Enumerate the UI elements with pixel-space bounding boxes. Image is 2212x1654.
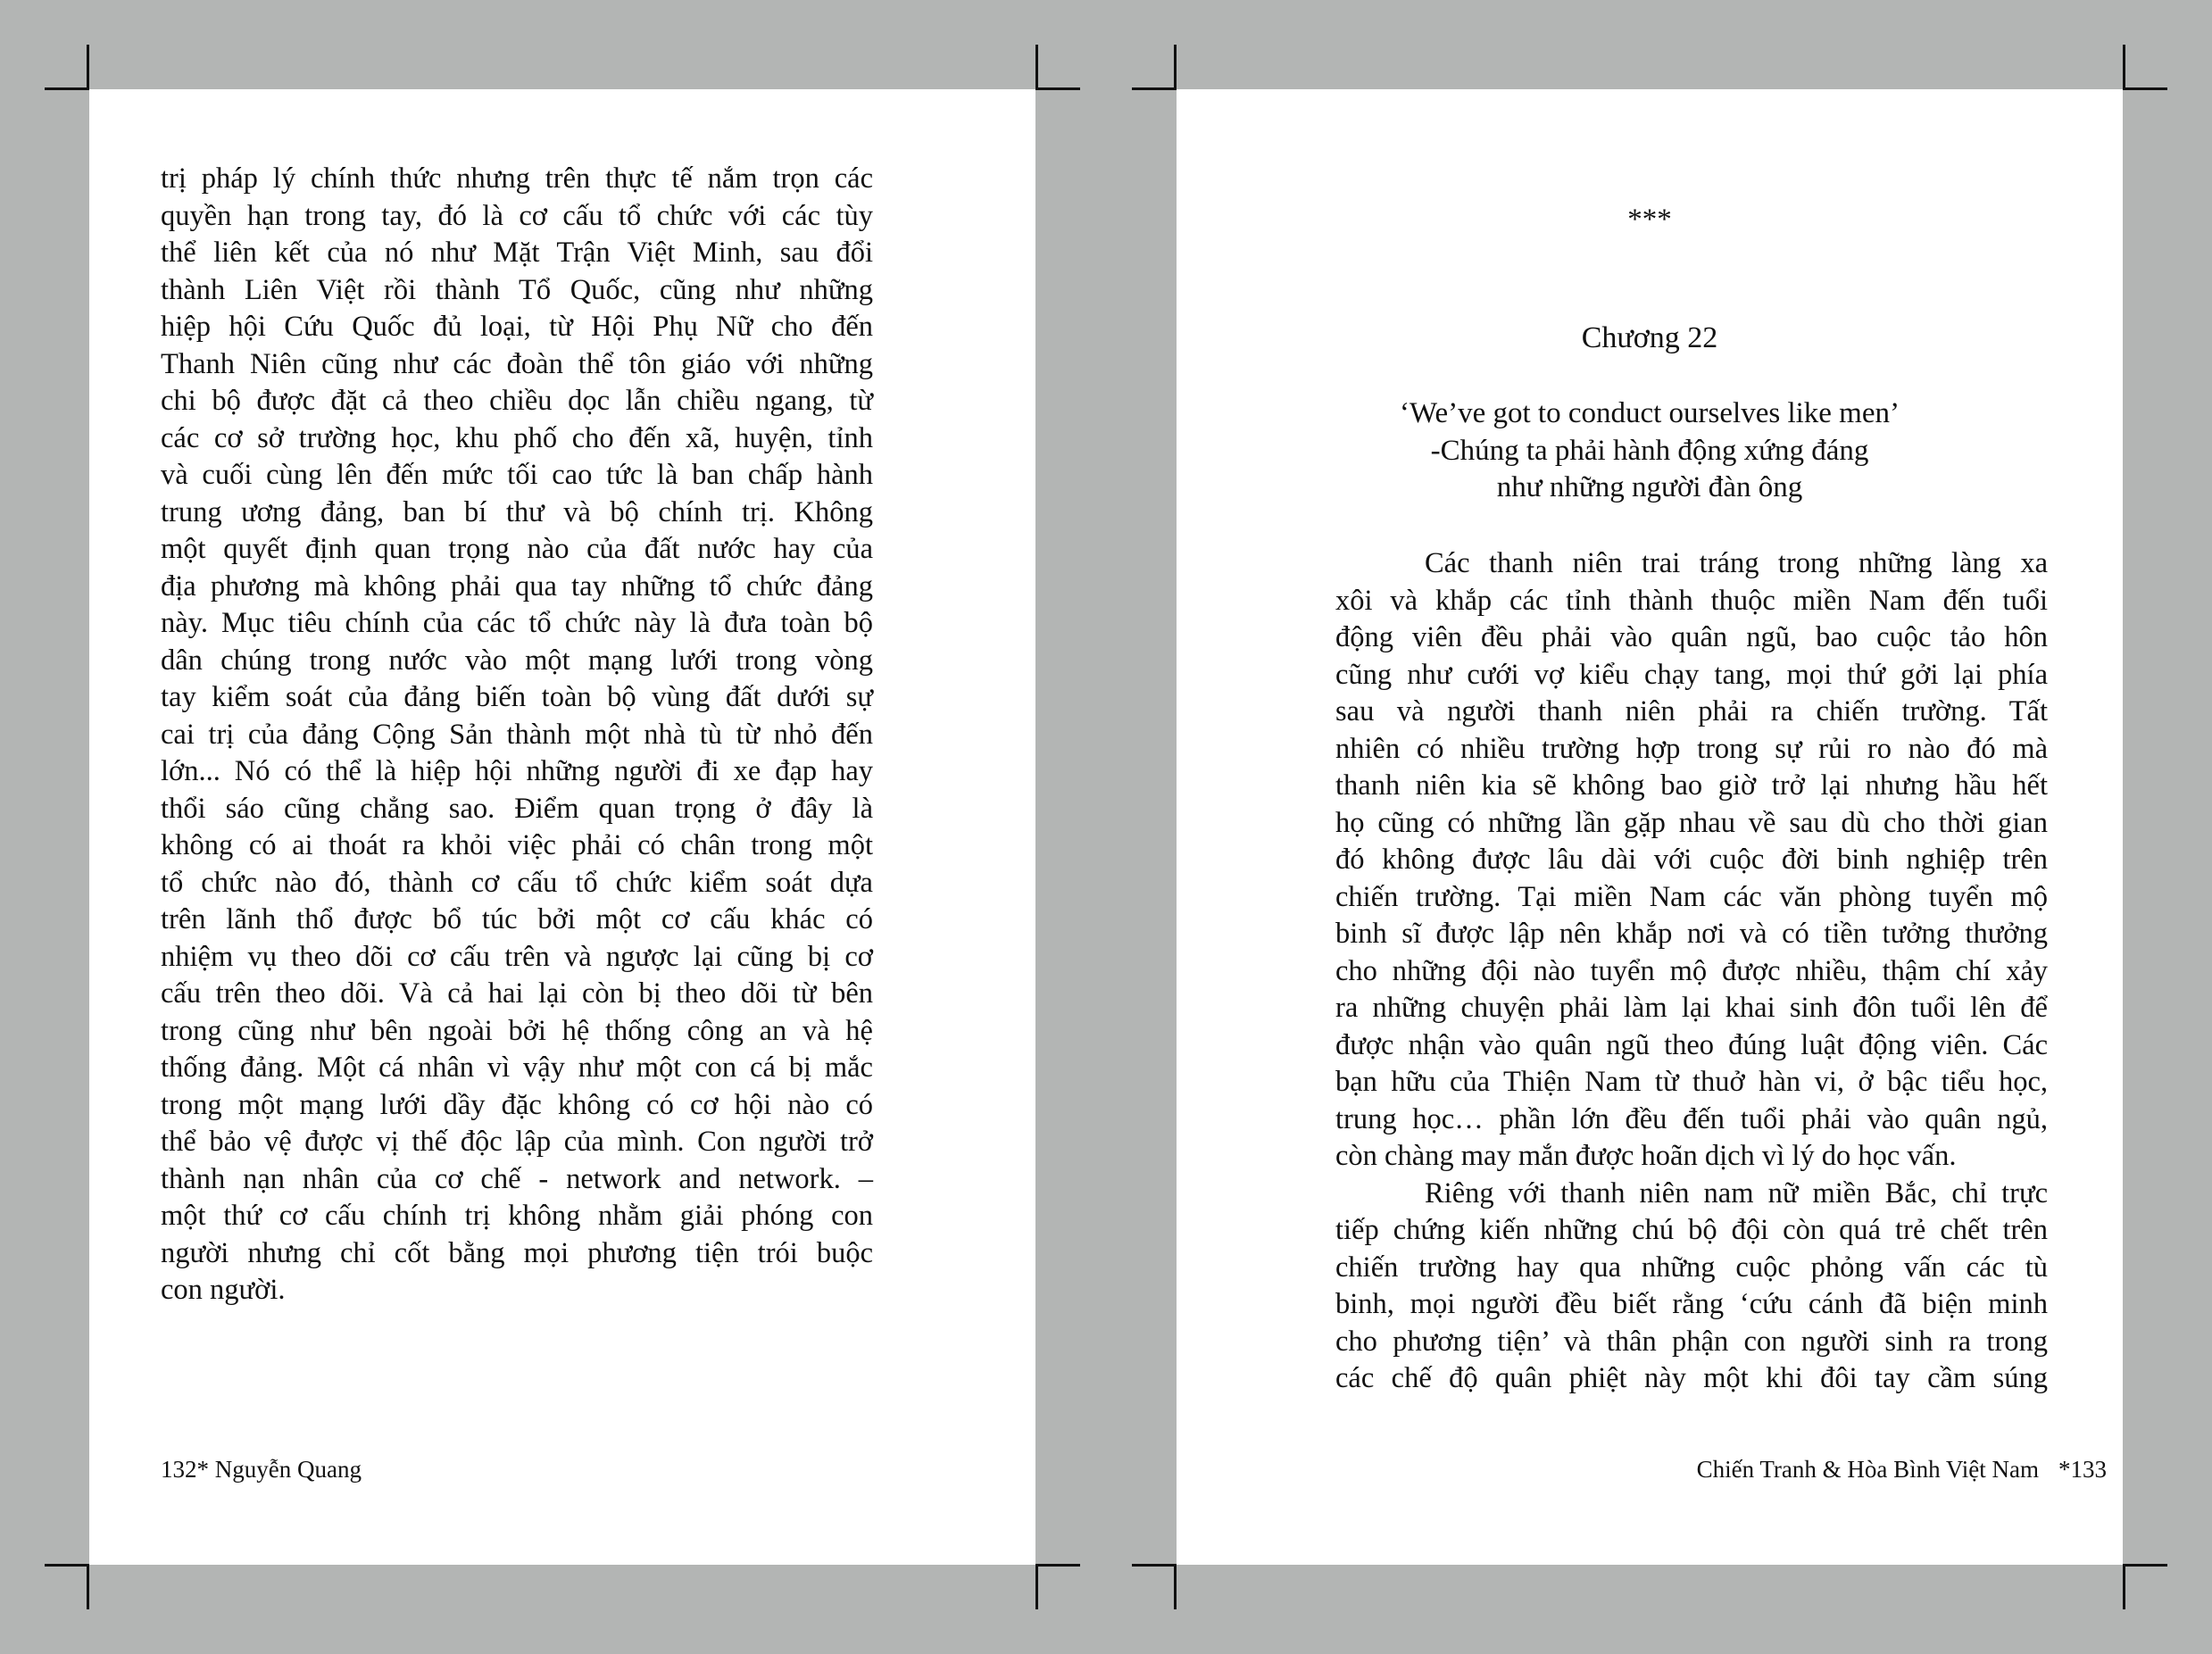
text-line: cho những đội nào tuyển mộ được nhiều, thậm chí xảy <box>1335 954 2048 987</box>
text-line: một thứ cơ cấu chính trị không nhằm giải phóng con <box>161 1200 873 1232</box>
text-line: thanh niên kia sẽ không bao giờ trở lại nhưng hầu hết <box>1335 769 2048 802</box>
text-line: trung học… phần lớn đều đến tuổi phải vào quân ngủ, <box>1335 1102 2048 1135</box>
text-line: địa phương mà không phải qua tay những tổ chức đảng <box>161 569 873 603</box>
crop-mark <box>2123 1564 2167 1567</box>
text-line: quyền hạn trong tay, đó là cơ cấu tổ chức với các tùy <box>161 199 873 232</box>
text-line: thể liên kết của nó như Mặt Trận Việt Minh, sau đổi <box>161 237 873 269</box>
chapter-title: Chương 22 <box>1581 321 1718 354</box>
text-line: thành nạn nhân của cơ chế - network and network. – <box>161 1162 873 1195</box>
epigraph-line: như những người đàn ông <box>1496 471 1803 503</box>
crop-mark <box>87 45 89 89</box>
text-line: ra những chuyện phải làm lại khai sinh đôn tuổi lên để <box>1335 992 2048 1024</box>
text-line: lớn... Nó có thể là hiệp hội những người đi xe đạp hay <box>161 755 873 787</box>
text-line: binh, mọi người đều biết rằng ‘cứu cánh đã biện minh <box>1335 1288 2048 1320</box>
crop-mark <box>2123 45 2125 89</box>
text-line: người nhưng chỉ cốt bằng mọi phương tiện trói buộc <box>161 1236 873 1269</box>
text-line: được nhận vào quân ngũ theo đúng luật động viên. Các <box>1335 1028 2048 1061</box>
crop-mark <box>1132 87 1177 90</box>
text-line: thể bảo vệ được vị thế độc lập của mình. Con người trở <box>161 1126 873 1158</box>
text-line: Thanh Niên cũng như các đoàn thể tôn giáo với những <box>161 347 873 380</box>
text-line: họ cũng có những lần gặp nhau về sau dù cho thời gian <box>1335 806 2048 839</box>
text-line: cũng như cưới vợ kiểu chạy tang, mọi thứ gởi lại phía <box>1335 658 2048 691</box>
text-line: con người. <box>161 1274 286 1306</box>
text-line: bạn hữu của Thiện Nam từ thuở hàn vi, ở bậc tiểu học, <box>1335 1066 2048 1098</box>
crop-mark <box>1035 1564 1080 1567</box>
text-line: nhiệm vụ theo dõi cơ cấu trên và ngược lại cũng bị cơ <box>161 940 873 973</box>
text-line: trung ương đảng, ban bí thư và bộ chính trị. Không <box>161 495 873 528</box>
left-page-footer: 132* Nguyễn Quang <box>161 1456 362 1483</box>
right-body-text <box>1335 545 2048 1398</box>
left-page <box>89 89 1035 1565</box>
text-line: dân chúng trong nước vào một mạng lưới trong vòng <box>161 644 873 677</box>
crop-mark <box>1035 1567 1038 1609</box>
text-line: chiến trường. Tại miền Nam các văn phòng tuyển mộ <box>1335 880 2048 913</box>
text-line: còn chàng may mắn được hoãn dịch vì lý do học vấn. <box>1335 1140 1957 1172</box>
epigraph-line: -Chúng ta phải hành động xứng đáng <box>1430 434 1869 467</box>
crop-mark <box>45 87 89 90</box>
text-line: một quyết định quan trọng nào của đất nước hay của <box>161 533 873 565</box>
text-line: thành Liên Việt rồi thành Tổ Quốc, cũng như những <box>161 273 873 306</box>
text-line: và cuối cùng lên đến mức tối cao tức là ban chấp hành <box>161 459 873 491</box>
text-line: các cơ sở trường học, khu phố cho đến xã, huyện, tỉnh <box>161 421 873 454</box>
right-page-footer <box>1697 1456 2107 1484</box>
text-line: cấu trên theo dõi. Và cả hai lại còn bị theo dõi từ bên <box>161 977 873 1010</box>
text-line: binh sĩ được lập nên khắp nơi và có tiền tưởng thưởng <box>1335 918 2048 950</box>
crop-mark <box>1132 1564 1177 1567</box>
crop-mark <box>2123 87 2167 90</box>
text-line: tay kiểm soát của đảng biến toàn bộ vùng đất dưới sự <box>161 681 873 713</box>
text-line: chiến trường hay qua những cuộc phỏng vấn các tù <box>1335 1251 2048 1284</box>
text-line: đó không được lâu dài với cuộc đời binh nghiệp trên <box>1335 844 2048 876</box>
left-body-text <box>161 161 873 1309</box>
text-line: nhiên có nhiều trường hợp trong sự rủi ro nào đó mà <box>1335 732 2048 765</box>
right-page <box>1177 89 2123 1565</box>
text-line: này. Mục tiêu chính của các tổ chức này là đưa toàn bộ <box>161 607 873 639</box>
text-line: thống đảng. Một cá nhân vì vậy như một con cá bị mắc <box>161 1051 873 1084</box>
text-line: tổ chức nào đó, thành cơ cấu tổ chức kiểm soát dựa <box>161 866 873 899</box>
text-line: tiếp chứng kiến những chú bộ đội còn quá trẻ chết trên <box>1335 1214 2048 1246</box>
crop-mark <box>1174 1567 1177 1609</box>
crop-mark <box>1174 45 1177 89</box>
text-line: Riêng với thanh niên nam nữ miền Bắc, chỉ trực <box>1425 1176 2048 1209</box>
text-line: thổi sáo cũng chẳng sao. Điểm quan trọng ở đây là <box>161 792 873 825</box>
text-line: xôi và khắp các tỉnh thành thuộc miền Nam đến tuổi <box>1335 584 2048 617</box>
text-line: không có ai thoát ra khỏi việc phải có chân trong một <box>161 829 873 861</box>
text-line: chi bộ được đặt cả theo chiều dọc lẫn chiều ngang, từ <box>161 385 873 417</box>
text-line: hiệp hội Cứu Quốc đủ loại, từ Hội Phụ Nữ cho đến <box>161 311 873 343</box>
text-line: các chế độ quân phiệt này một khi đôi tay cầm súng <box>1335 1362 2048 1394</box>
crop-mark <box>87 1567 89 1609</box>
text-line: trị pháp lý chính thức nhưng trên thực tế nắm trọn các <box>161 162 873 195</box>
text-line: động viên đều phải vào quân ngũ, bao cuộc tảo hôn <box>1335 621 2048 653</box>
crop-mark <box>2123 1567 2125 1609</box>
text-line: cai trị của đảng Cộng Sản thành một nhà tù từ nhỏ đến <box>161 718 873 751</box>
epigraph-line: ‘We’ve got to conduct ourselves like men’ <box>1399 397 1900 429</box>
crop-mark <box>1035 45 1038 89</box>
text-line: sau và người thanh niên phải ra chiến trường. Tất <box>1335 695 2048 727</box>
page-number: *133 <box>2058 1456 2107 1483</box>
text-line: trên lãnh thổ được bổ túc bởi một cơ cấu khác có <box>161 903 873 935</box>
section-separator: *** <box>1627 204 1672 236</box>
text-line: cho phương tiện’ và thân phận con người sinh ra trong <box>1335 1325 2048 1358</box>
text-line: Các thanh niên trai tráng trong những làng xa <box>1425 547 2048 579</box>
running-title: Chiến Tranh & Hòa Bình Việt Nam <box>1696 1456 2039 1483</box>
crop-mark <box>45 1564 89 1567</box>
crop-mark <box>1035 87 1080 90</box>
text-line: trong cũng như bên ngoài bởi hệ thống công an và hệ <box>161 1014 873 1047</box>
text-line: trong một mạng lưới dầy đặc không có cơ hội nào có <box>161 1088 873 1121</box>
epigraph <box>1177 395 2123 507</box>
